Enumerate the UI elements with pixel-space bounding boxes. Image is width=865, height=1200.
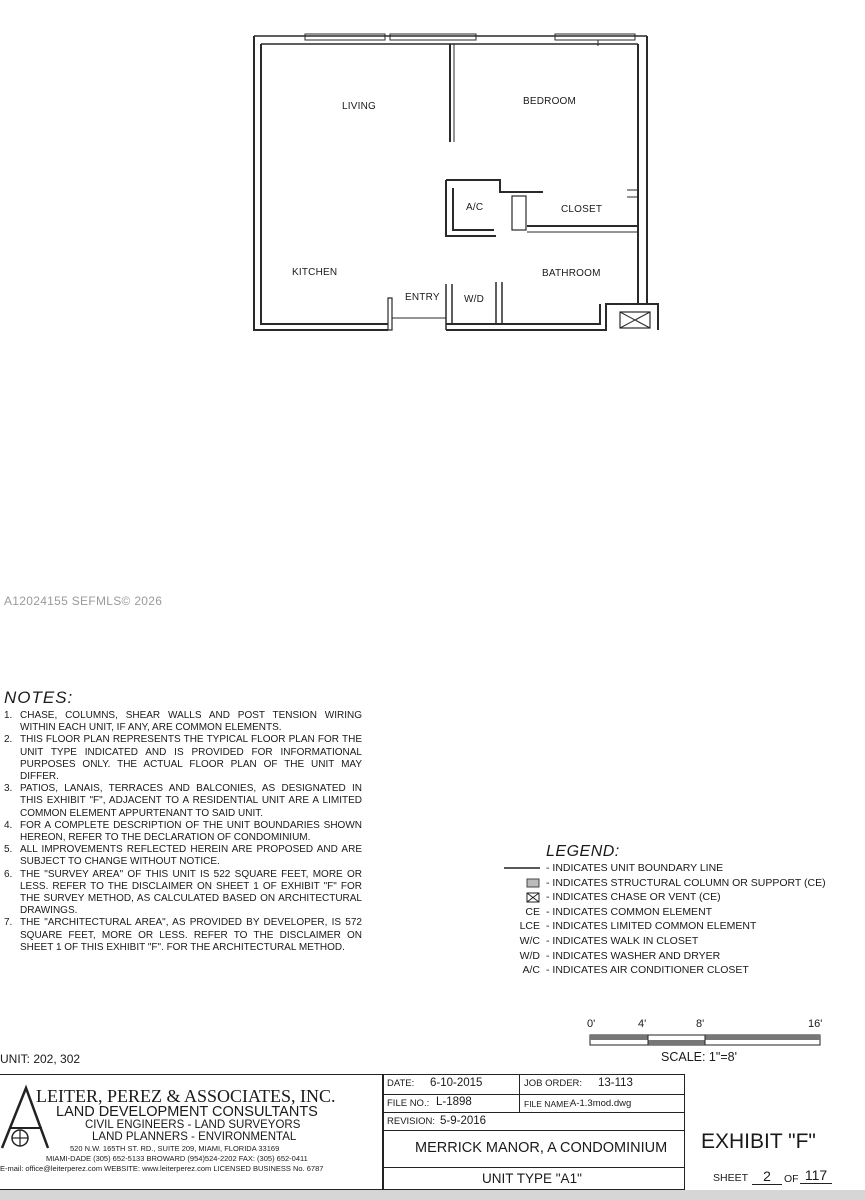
note-number: 1.	[4, 710, 13, 721]
legend-symbol: LCE	[519, 920, 540, 933]
divider	[383, 1167, 685, 1168]
room-label-ac: A/C	[466, 202, 484, 213]
revision-label: REVISION:	[387, 1116, 436, 1127]
project-name: MERRICK MANOR, A CONDOMINIUM	[415, 1140, 668, 1156]
company-address: 520 N.W. 165TH ST. RD., SUITE 209, MIAMI, FLORIDA 33169	[70, 1144, 280, 1153]
company-subtitle: LAND DEVELOPMENT CONSULTANTS	[56, 1104, 318, 1120]
legend-text: - INDICATES STRUCTURAL COLUMN OR SUPPORT (CE)	[546, 876, 826, 889]
note-number: 2.	[4, 734, 13, 746]
file-name-label: FILE NAME:	[524, 1099, 572, 1109]
note-text: CHASE, COLUMNS, SHEAR WALLS AND POST TENSION WIRING WITHIN EACH UNIT, IF ANY, ARE COMMON ELEMENTS.	[20, 710, 362, 734]
scan-edge	[0, 1190, 865, 1200]
company-contact: E-mail: office@leiterperez.com WEBSITE: www.leiterperez.com LICENSED BUSINESS No. 6787	[0, 1164, 324, 1173]
note-item	[4, 820, 362, 844]
unit-type: UNIT TYPE "A1"	[482, 1171, 582, 1186]
column-icon	[490, 878, 546, 888]
room-label-bedroom: BEDROOM	[523, 96, 577, 107]
scale-bar	[585, 1016, 835, 1066]
job-order-value: 13-113	[598, 1077, 633, 1089]
outer-wall	[254, 36, 388, 330]
closet-wall	[627, 190, 638, 197]
room-label-closet: CLOSET	[561, 204, 603, 215]
window	[555, 34, 635, 40]
room-label-entry: ENTRY	[405, 292, 440, 303]
divider	[383, 1094, 685, 1095]
legend-item	[490, 934, 860, 949]
note-item	[4, 917, 362, 954]
note-text: ALL IMPROVEMENTS REFLECTED HEREIN ARE PROPOSED AND ARE SUBJECT TO CHANGE WITHOUT NOTICE.	[20, 844, 362, 868]
sheet-total: 117	[800, 1167, 832, 1184]
note-number: 6.	[4, 868, 13, 880]
note-number: 5.	[4, 844, 13, 856]
legend-text: - INDICATES COMMON ELEMENT	[546, 905, 713, 918]
note-text: THIS FLOOR PLAN REPRESENTS THE TYPICAL FLOOR PLAN FOR THE UNIT TYPE INDICATED AND IS PROVIDED FOR INFORMATIONAL PURPOSES ONLY. THE ACTUAL FLOOR PLAN OF THE UNIT MAY DIFFER.	[20, 734, 362, 783]
window	[305, 34, 385, 40]
scale-graphic	[589, 1033, 821, 1049]
wd-wall	[496, 282, 502, 324]
window	[390, 34, 476, 40]
unit-label: UNIT: 202, 302	[0, 1052, 81, 1066]
legend-text: - INDICATES WALK IN CLOSET	[546, 934, 699, 947]
scale-tick-label: 0'	[587, 1018, 596, 1030]
entry-wall	[388, 298, 392, 330]
note-item	[4, 710, 362, 734]
note-item	[4, 844, 362, 868]
legend-text: - INDICATES UNIT BOUNDARY LINE	[546, 862, 724, 874]
company-phones: MIAMI-DADE (305) 652-5133 BROWARD (954)524-2202 FAX: (305) 652-0411	[46, 1154, 308, 1163]
room-label-living: LIVING	[342, 101, 376, 112]
outer-wall	[446, 304, 600, 324]
exhibit-title: EXHIBIT "F"	[701, 1130, 816, 1153]
legend-item	[490, 919, 860, 934]
outer-wall	[261, 44, 388, 324]
divider	[383, 1112, 685, 1113]
divider	[519, 1074, 520, 1112]
file-no-label: FILE NO.:	[387, 1098, 430, 1109]
file-name-value: A-1.3mod.dwg	[570, 1098, 632, 1109]
legend-list	[490, 861, 860, 978]
ac-closet-door	[512, 196, 526, 230]
chase-icon	[490, 892, 546, 903]
scale-label: SCALE: 1"=8'	[661, 1050, 737, 1064]
legend-item	[490, 876, 860, 891]
notes-list	[4, 710, 362, 954]
line-icon	[490, 865, 546, 871]
legend-symbol: CE	[525, 905, 540, 918]
outer-wall	[446, 304, 658, 330]
of-label: OF	[784, 1173, 799, 1185]
note-number: 4.	[4, 819, 13, 831]
title-block	[0, 1074, 865, 1192]
mls-watermark: A12024155 SEFMLS© 2026	[4, 594, 163, 608]
file-no-value: L-1898	[436, 1096, 472, 1108]
legend-item	[490, 905, 860, 920]
note-number: 3.	[4, 783, 13, 795]
legend-symbol: W/C	[519, 934, 540, 947]
legend-title: LEGEND:	[546, 843, 620, 860]
note-text: THE "ARCHITECTURAL AREA", AS PROVIDED BY DEVELOPER, IS 572 SQUARE FEET, MORE OR LESS. REFER TO THE DISCLAIMER ON SHEET 1 OF THIS EXHIBIT "F". FOR THE ARCHITECTURAL METHOD.	[20, 917, 362, 953]
legend-symbol: W/D	[519, 949, 540, 962]
room-label-kitchen: KITCHEN	[292, 267, 338, 278]
date-value: 6-10-2015	[430, 1077, 483, 1089]
note-text: THE "SURVEY AREA" OF THIS UNIT IS 522 SQUARE FEET, MORE OR LESS. REFER TO THE DISCLAIMER ON SHEET 1 OF EXHIBIT "F" FOR THE SURVEY METHOD, AS CALCULATED BASED ON ARCHITECTURAL DRAWINGS.	[20, 868, 362, 917]
note-text: FOR A COMPLETE DESCRIPTION OF THE UNIT BOUNDARIES SHOWN HEREON, REFER TO THE DECLARATION OF CONDOMINIUM.	[20, 819, 362, 844]
legend-symbol: A/C	[522, 964, 540, 977]
legend-item	[490, 861, 860, 876]
legend-text: - INDICATES CHASE OR VENT (CE)	[546, 891, 721, 904]
floor-plan	[0, 0, 865, 345]
revision-value: 5-9-2016	[440, 1115, 487, 1127]
note-text: PATIOS, LANAIS, TERRACES AND BALCONIES, AS DESIGNATED IN THIS EXHIBIT "F", ADJACENT TO A RESIDENTIAL UNIT ARE A LIMITED COMMON ELEMENT APPURTENANT TO SAID UNIT.	[20, 783, 362, 819]
ac-closet-wall	[446, 180, 543, 192]
legend-text: - INDICATES LIMITED COMMON ELEMENT	[546, 920, 757, 933]
note-item	[4, 783, 362, 820]
company-line1: CIVIL ENGINEERS - LAND SURVEYORS	[85, 1119, 301, 1131]
job-order-label: JOB ORDER:	[524, 1078, 583, 1089]
note-item	[4, 869, 362, 918]
note-number: 7.	[4, 917, 13, 929]
legend-item	[490, 890, 860, 905]
sheet-number: 2	[752, 1168, 782, 1185]
note-item	[4, 734, 362, 783]
company-line2: LAND PLANNERS - ENVIRONMENTAL	[92, 1131, 297, 1143]
notes-title: NOTES:	[4, 688, 74, 707]
date-label: DATE:	[387, 1078, 415, 1089]
divider	[383, 1130, 685, 1131]
company-name: LEITER, PEREZ & ASSOCIATES, INC.	[36, 1086, 336, 1106]
sheet-label: SHEET	[713, 1172, 749, 1184]
scale-tick-label: 4'	[638, 1018, 647, 1030]
room-label-bathroom: BATHROOM	[542, 268, 601, 279]
legend-text: - INDICATES WASHER AND DRYER	[546, 949, 721, 962]
room-label-wd: W/D	[464, 294, 485, 305]
legend-item	[490, 949, 860, 964]
scale-tick-label: 8'	[696, 1018, 705, 1030]
legend-text: - INDICATES AIR CONDITIONER CLOSET	[546, 964, 749, 977]
scale-tick-label: 16'	[808, 1018, 823, 1030]
legend-item	[490, 963, 860, 978]
